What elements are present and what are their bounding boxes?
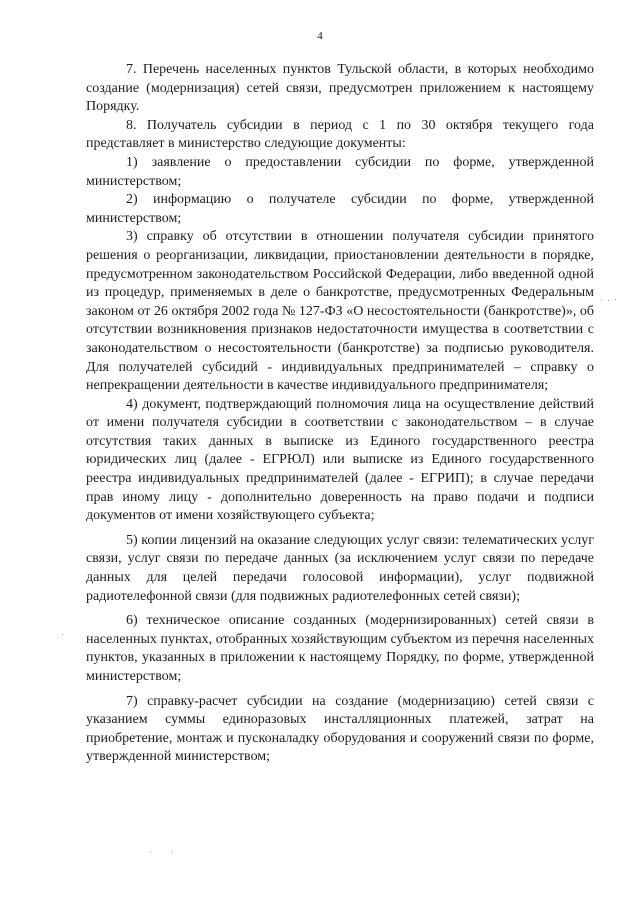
paragraph-item-7-settlements-list: 7. Перечень населенных пунктов Тульской области, в которых необходимо создание (модернизация) сетей связи, предусмотрен приложением к настоящему Порядку. xyxy=(86,62,594,115)
scan-speck xyxy=(608,300,609,301)
list-item-recipient-info: 2) информацию о получателе субсидии по форме, утвержденной министерством; xyxy=(86,192,594,226)
scan-speck xyxy=(150,852,151,853)
document-body xyxy=(86,61,594,767)
scan-speck xyxy=(601,299,602,300)
paragraph-item-8-documents-intro: 8. Получатель субсидии в период с 1 по 30 октября текущего года представляет в министерство следующие документы: xyxy=(86,117,594,152)
scan-speck xyxy=(172,852,173,853)
list-item-subsidy-calculation: 7) справку-расчет субсидии на создание (модернизацию) сетей связи с указанием суммы единоразовых инсталляционных платежей, затрат на приобретение, монтаж и пусконаладку оборудования и сооружений связи по форме, утвержденной министерством; xyxy=(86,693,594,765)
list-item-application: 1) заявление о предоставлении субсидии по форме, утвержденной министерством; xyxy=(86,154,594,189)
list-item-reorganization-certificate: 3) справку об отсутствии в отношении получателя субсидии принятого решения о реорганизации, ликвидации, приостановлении деятельности в порядке, предусмотренном законодательством Российской Федерации, либо введенной одной из процедур, применяемых в деле о банкротстве, предусмотренных Федеральным законом от 26 октября 2002 года № 127-ФЗ «О несостоятельности (банкротстве)», об отсутствии возникновения признаков недостаточности имущества в соответствии с законодательством о несостоятельности (банкротстве) за подписью руководителя. Для получателей субсидий - индивидуальных предпринимателей – справку о непрекращении деятельности в качестве индивидуального предпринимателя; xyxy=(86,229,594,394)
scan-speck xyxy=(615,299,616,300)
list-item-license-copies: 5) копии лицензий на оказание следующих услуг связи: телематических услуг связи, услуг связи по передаче данных (за исключением услуг связи по передаче данных для целей передачи голосовой информации), услуг подвижной радиотелефонной связи (для подвижных радиотелефонных сетей связи); xyxy=(86,532,594,604)
page-number: 4 xyxy=(317,30,323,42)
scan-speck xyxy=(62,634,63,635)
list-item-authority-document: 4) документ, подтверждающий полномочия лица на осуществление действий от имени получателя субсидии в соответствии с законодательством – в случае отсутствия таких данных в выписке из Единого государственного реестра юридических лиц (далее - ЕГРЮЛ) или выписке из Единого государственного реестра индивидуальных предпринимателей (далее - ЕГРИП); в случае передачи прав иному лицу - дополнительно доверенность на право подачи и подписи документов от имени хозяйствующего субъекта; xyxy=(86,396,594,524)
list-item-technical-description: 6) техническое описание созданных (модернизированных) сетей связи в населенных пунктах, отобранных хозяйствующим субъектом из перечня населенных пунктов, указанных в приложении к настоящему Порядку, по форме, утвержденной министерством; xyxy=(86,613,594,684)
